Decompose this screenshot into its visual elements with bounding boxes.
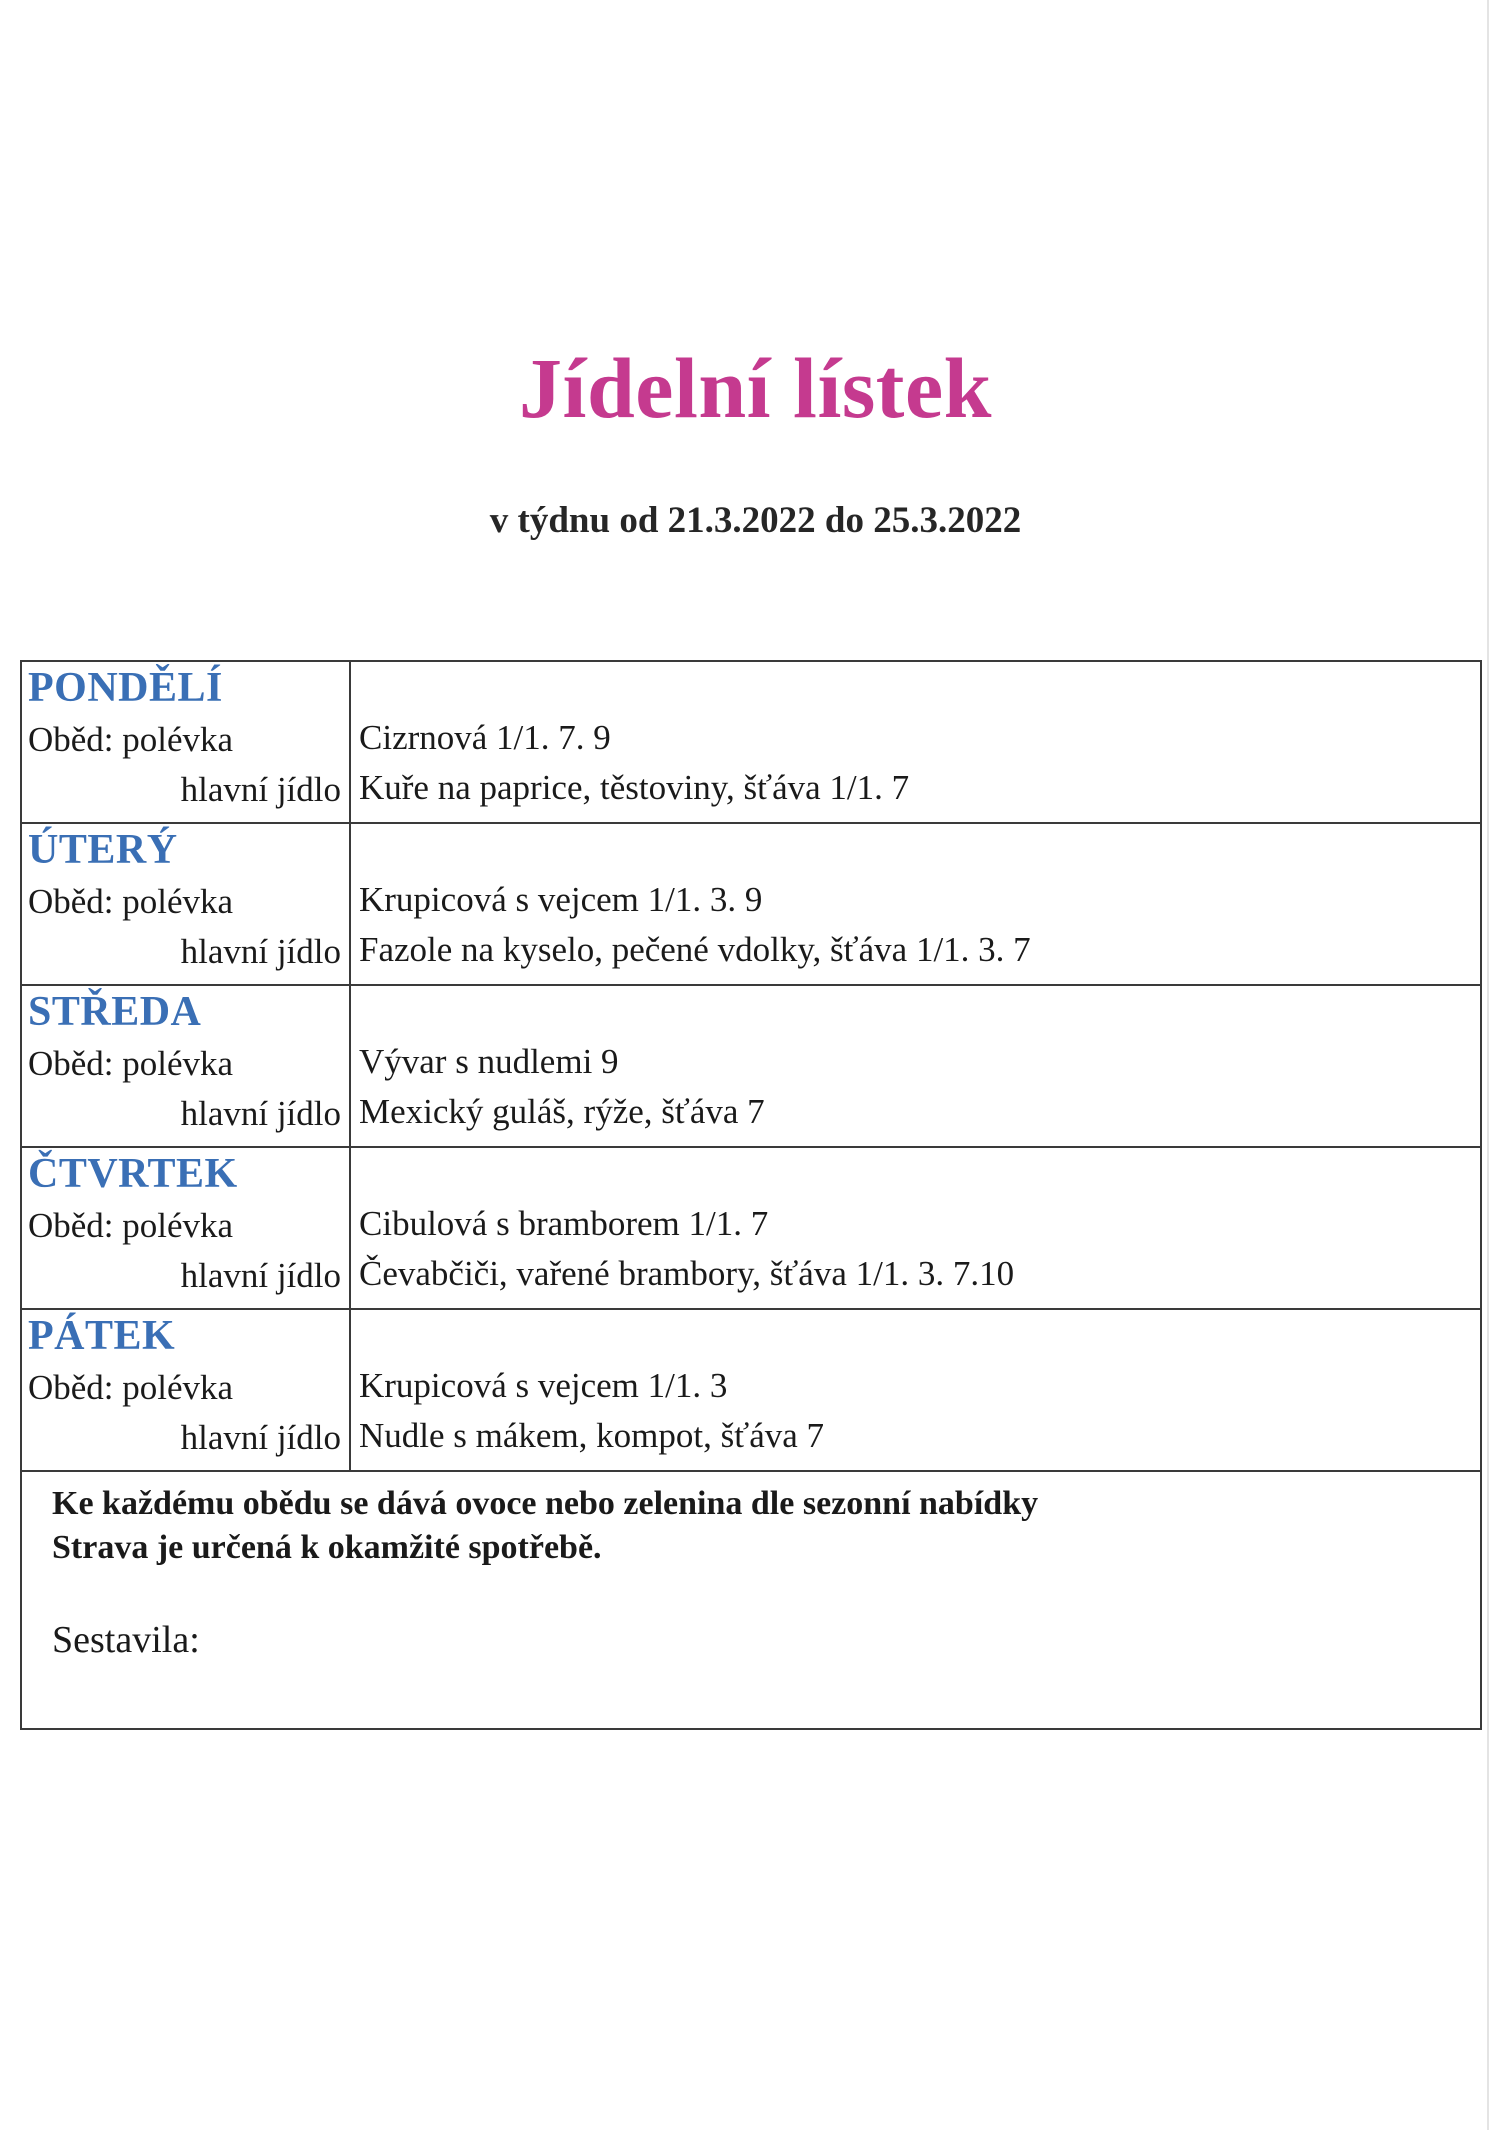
dish-cell bbox=[351, 1148, 1480, 1308]
main-dish-value: Fazole na kyselo, pečené vdolky, šťáva 1/1. 3. 7 bbox=[359, 930, 1031, 969]
main-dish-value: Čevabčiči, vařené brambory, šťáva 1/1. 3. 7.10 bbox=[359, 1254, 1015, 1293]
day-label-cell bbox=[22, 662, 351, 822]
week-range: v týdnu od 21.3.2022 do 25.3.2022 bbox=[489, 500, 1022, 541]
page-edge bbox=[1487, 0, 1489, 2130]
day-row-monday bbox=[22, 662, 1480, 824]
soup-label: Oběd: polévka bbox=[28, 882, 234, 921]
compiled-by-label: Sestavila: bbox=[52, 1619, 200, 1661]
day-row-thursday bbox=[22, 1148, 1480, 1310]
soup-value: Cizrnová 1/1. 7. 9 bbox=[359, 718, 611, 757]
day-name: ÚTERÝ bbox=[28, 827, 178, 873]
soup-value: Vývar s nudlemi 9 bbox=[359, 1042, 619, 1081]
dish-cell bbox=[351, 662, 1480, 822]
page-title: Jídelní lístek bbox=[519, 340, 992, 436]
menu-table bbox=[20, 660, 1482, 1730]
day-name: PÁTEK bbox=[28, 1313, 176, 1359]
main-dish-label: hlavní jídlo bbox=[180, 770, 341, 809]
soup-value: Krupicová s vejcem 1/1. 3 bbox=[359, 1366, 728, 1405]
main-dish-value: Nudle s mákem, kompot, šťáva 7 bbox=[359, 1416, 825, 1455]
dish-cell bbox=[351, 1310, 1480, 1470]
soup-label: Oběd: polévka bbox=[28, 720, 234, 759]
day-label-cell bbox=[22, 986, 351, 1146]
soup-value: Cibulová s bramborem 1/1. 7 bbox=[359, 1204, 769, 1243]
main-dish-label: hlavní jídlo bbox=[180, 1256, 341, 1295]
dish-cell bbox=[351, 824, 1480, 984]
main-dish-value: Mexický guláš, rýže, šťáva 7 bbox=[359, 1092, 765, 1131]
day-label-cell bbox=[22, 824, 351, 984]
soup-label: Oběd: polévka bbox=[28, 1044, 234, 1083]
day-name: STŘEDA bbox=[28, 989, 202, 1035]
day-label-cell bbox=[22, 1310, 351, 1470]
main-dish-label: hlavní jídlo bbox=[180, 1418, 341, 1457]
soup-value: Krupicová s vejcem 1/1. 3. 9 bbox=[359, 880, 763, 919]
main-dish-value: Kuře na paprice, těstoviny, šťáva 1/1. 7 bbox=[359, 768, 910, 807]
day-name: PONDĚLÍ bbox=[28, 665, 223, 711]
menu-footer bbox=[22, 1472, 1480, 1728]
seasonal-note: Ke každému obědu se dává ovoce nebo zelenina dle sezonní nabídky bbox=[52, 1485, 1039, 1522]
day-row-wednesday bbox=[22, 986, 1480, 1148]
main-dish-label: hlavní jídlo bbox=[180, 932, 341, 971]
consumption-note: Strava je určená k okamžité spotřebě. bbox=[52, 1529, 602, 1566]
day-row-friday bbox=[22, 1310, 1480, 1472]
main-dish-label: hlavní jídlo bbox=[180, 1094, 341, 1133]
day-name: ČTVRTEK bbox=[28, 1151, 238, 1197]
day-row-tuesday bbox=[22, 824, 1480, 986]
day-label-cell bbox=[22, 1148, 351, 1308]
soup-label: Oběd: polévka bbox=[28, 1368, 234, 1407]
soup-label: Oběd: polévka bbox=[28, 1206, 234, 1245]
dish-cell bbox=[351, 986, 1480, 1146]
